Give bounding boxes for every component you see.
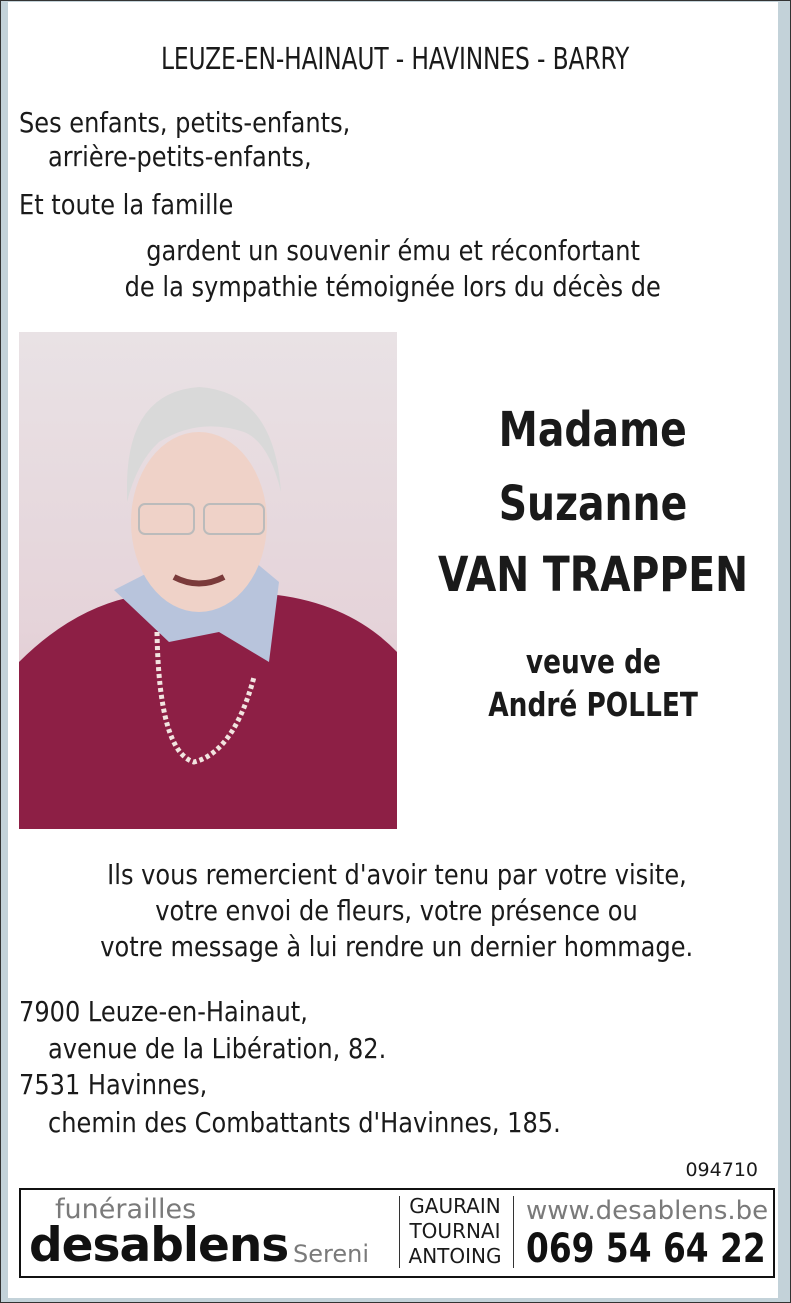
intro-line-4: gardent un souvenir ému et réconfortant [146, 234, 640, 267]
website-link[interactable]: www.desablens.be [526, 1196, 769, 1226]
brand-main: desablens [29, 1218, 289, 1273]
location-item: TOURNAI [409, 1219, 501, 1243]
obituary-notice [8, 2, 778, 1298]
intro-line-1: Ses enfants, petits-enfants, [19, 106, 351, 139]
brand-top: funérailles [55, 1194, 197, 1225]
phone-number[interactable]: 069 54 64 22 [526, 1226, 766, 1272]
intro-line-5: de la sympathie témoignée lors du décès de [124, 270, 662, 303]
widow-label: veuve de [525, 642, 661, 681]
deceased-first-name: Suzanne [498, 476, 688, 532]
address-line-3: 7531 Havinnes, [19, 1068, 208, 1101]
towns-header: LEUZE-EN-HAINAUT - HAVINNES - BARRY [161, 42, 630, 77]
address-line-2: avenue de la Libération, 82. [48, 1032, 387, 1065]
spouse-name: André POLLET [488, 685, 698, 724]
portrait-illustration [19, 332, 397, 829]
intro-line-3: Et toute la famille [19, 188, 234, 221]
divider [513, 1196, 514, 1268]
address-line-1: 7900 Leuze-en-Hainaut, [19, 995, 308, 1028]
location-item: ANTOING [408, 1244, 502, 1268]
thanks-line-1: Ils vous remercient d'avoir tenu par votre visite, [107, 858, 687, 891]
locations-list [407, 1194, 503, 1269]
brand-sub: Sereni [293, 1240, 369, 1268]
thanks-line-3: votre message à lui rendre un dernier hommage. [100, 930, 694, 963]
location-item: GAURAIN [409, 1194, 501, 1218]
deceased-last-name: VAN TRAPPEN [437, 547, 749, 603]
portrait-photo [19, 332, 397, 829]
reference-number: 094710 [685, 1159, 758, 1181]
divider [399, 1196, 400, 1268]
address-line-4: chemin des Combattants d'Havinnes, 185. [48, 1106, 561, 1139]
thanks-line-2: votre envoi de fleurs, votre présence ou [155, 894, 639, 927]
intro-line-2: arrière-petits-enfants, [48, 140, 312, 173]
deceased-title: Madame [498, 402, 688, 458]
funeral-home-banner [19, 1188, 775, 1278]
